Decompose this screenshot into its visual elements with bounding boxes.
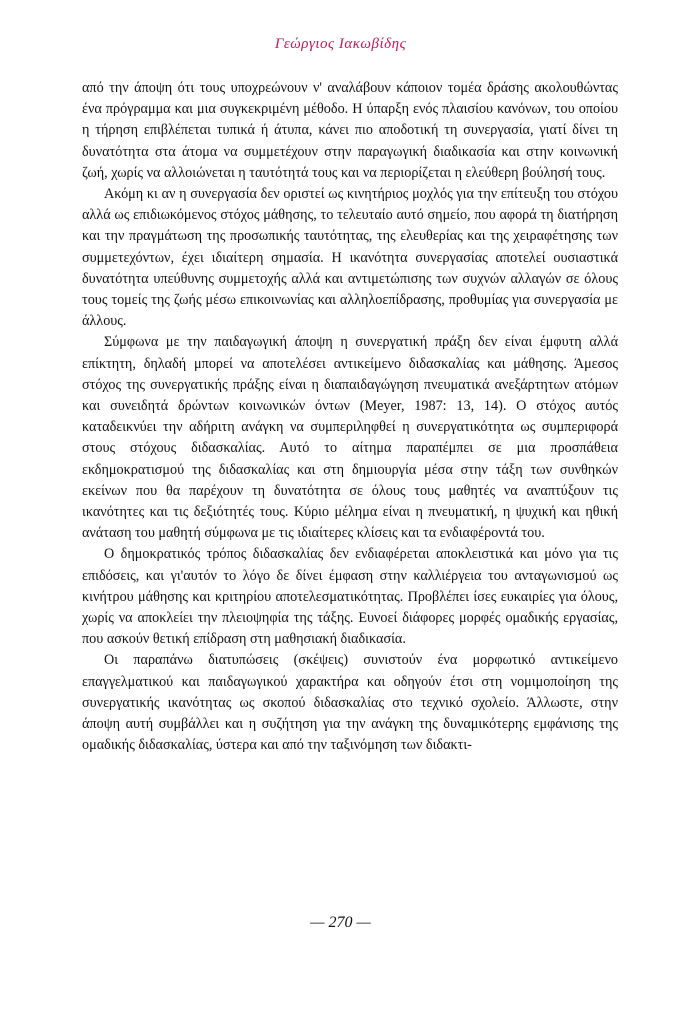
paragraph-1: από την άποψη ότι τους υποχρεώνουν ν' αναλάβουν κάποιον τομέα δράσης ακολουθώντας ένα πρόγραμμα και μια συγκεκριμένη μέθοδο. Η ύπαρξη ενός πλαισίου κανόνων, του οποίου η τήρηση επιβλέπεται τυπικά ή άτυπα, κάνει πιο αποδοτική τη συνεργασία, γιατί δίνει τη δυνατότητα στα άτομα να συμμετέχουν στην παραγωγική διαδικασία και στην κοινωνική ζωή, χωρίς να αλλοιώνεται η ταυτότητά τους και να περιορίζεται η ελεύθερη βούλησή τους. [82,80,618,181]
page-number: — 270 — [310,914,371,931]
paragraph-5: Οι παραπάνω διατυπώσεις (σκέψεις) συνιστούν ένα μορφωτικό αντικείμενο επαγγελματικού και παιδαγωγικού χαρακτήρα και οδηγούν έτσι στη νομιμοποίηση της συνεργατικής ικανότητας ως σκοπού διδασκαλίας στο τεχνικό σχολείο. Άλλωστε, στην άποψη αυτή συμβάλλει και η συζήτηση για την ανάγκη της δυναμικότερης εμφάνισης της ομαδικής διδασκαλίας, ύστερα και από την ταξινόμηση των διδακτι- [82,652,618,754]
body-text [82,78,618,757]
paragraph-4: Ο δημοκρατικός τρόπος διδασκαλίας δεν ενδιαφέρεται αποκλειστικά και μόνο για τις επιδόσεις, και γι'αυτόν το λόγο δε δίνει έμφαση στην καλλιέργεια του ανταγωνισμού ως κινήτρου μάθησης και κριτηρίου αποτελεσματικότητας. Προβλέπει ίσες ευκαιρίες για όλους, χωρίς να αποκλείει την πλειοψηφία της τάξης. Ευνοεί διάφορες μορφές ομαδικής εργασίας, που ασκούν θετική επίδραση στη μαθησιακή διαδικασία. [82,546,618,648]
paragraph-2: Ακόμη κι αν η συνεργασία δεν οριστεί ως κινητήριος μοχλός για την επίτευξη του στόχου αλλά ως επιδιωκόμενος στόχος μάθησης, το τελευταίο αυτό σημείο, που αφορά τη διατήρηση και την πραγμάτωση της προσωπικής ταυτότητας, της ελευθερίας και της χειραφέτησης των συμμετεχόντων, έχει ιδιαίτερη σημασία. Η ικανότητα συνεργασίας αποτελεί ουσιαστικά δυνατότητα υπεύθυνης συμμετοχής αλλά και αντιμετώπισης των συχνών αλλαγών σε όλους τους τομείς της ζωής μέσω επικοινωνίας και αλληλοεπίδρασης, προθυμίας για συνεργασία με άλλους. [82,186,618,330]
paragraph-3: Σύμφωνα με την παιδαγωγική άποψη η συνεργατική πράξη δεν είναι έμφυτη αλλά επίκτητη, δηλαδή μπορεί να αποτελέσει αντικείμενο διδασκαλίας και μάθησης. Άμεσος στόχος της συνεργατικής πράξης είναι η διαπαιδαγώγηση πνευματικά ανεξάρτητων ατόμων και συνειδητά δρώντων κοινωνικών όντων (Meyer, 1987: 13, 14). Ο στόχος αυτός καταδεικνύει την αδήριτη ανάγκη να συμπεριληφθεί η συνεργατικότητα ως συμπεριφορά στους στόχους διδασκαλίας. Αυτό το αίτημα παραπέμπει σε μια προσπάθεια εκδημοκρατισμού της διδασκαλίας και στη δημιουργία μέσα στην τάξη των συνθηκών εκείνων που θα παρέχουν τη δυνατότητα σε όλους τους μαθητές να αναπτύξουν τις ικανότητες και τις δεξιότητές τους. Κύριο μέλημα είναι η πνευματική, η ψυχική και ηθική ανάταση του μαθητή σύμφωνα με τις ιδιαίτερες κλίσεις και τα ενδιαφέροντά του. [82,334,618,542]
running-head: Γεώργιος Ιακωβίδης [274,36,407,52]
